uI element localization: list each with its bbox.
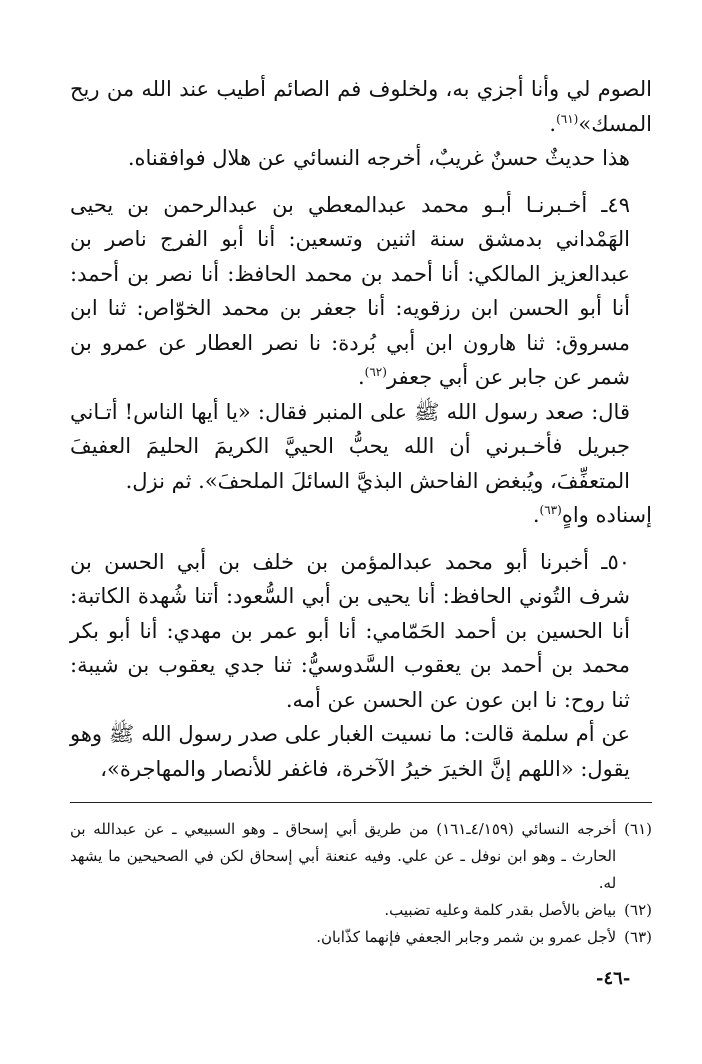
punctuation: . [532, 503, 540, 527]
footnote-number: (٦٣) [624, 928, 652, 946]
hadith-number: ٤٩ـ [601, 192, 630, 217]
punctuation: . [357, 365, 365, 389]
hadith-isnad: أخـبرنـا أبـو محمد عبدالمعطي بن عبدالرحمن بن يحيى الهَمْداني بدمشق سنة اثنين وتسعين: أنا أبو الفرج ناصر بن عبدالعزيز المالكي: أنا أحمد بن محمد الحافظ: أنا نصر بن أحمد: أنا أبو الحسن ابن رزقويه: أنا جعفر بن محمد الخوّاص: ثنا ابن مسروق: ثنا هارون ابن أبي بُردة: نا نصر العطار عن عمرو بن شمر عن جابر عن أبي جعفر [70, 192, 630, 389]
hadith-matn: قال: صعد رسول الله ﷺ على المنبر فقال: «يا أيها الناس! أتـاني جبريل فأخـبرني أن الله يحبُّ الحييَّ الكريمَ الحليمَ العفيفَ المتعفِّفَ، ويُبغض الفاحش البذيَّ السائلَ الملحفَ». ثم نزل. [70, 399, 630, 493]
footnote-divider [70, 802, 652, 803]
hadith-50 [70, 545, 652, 718]
hadith-50-matn [70, 717, 652, 786]
hadith-isnad: أخبرنا أبو محمد عبدالمؤمن بن خلف بن أبي الحسن بن شرف التُوني الحافظ: أنا يحيى بن أبي السُّعود: أتنا شُهدة الكاتبة: أنا الحسين بن أحمد الحَمّامي: أنا أبو عمر بن مهدي: أنا أبو بكر محمد بن أحمد بن يعقوب السَّدوسيُّ: ثنا جدي يعقوب بن شيبة: ثنا روح: نا ابن عون عن الحسن عن أمه. [70, 549, 630, 712]
footnote-63 [70, 924, 652, 951]
footnote-number: (٦١) [624, 820, 652, 838]
hadith-49 [70, 188, 652, 395]
paragraph-grading [70, 141, 652, 176]
footnote-ref: (٦٢) [364, 365, 387, 379]
footnote-ref: (٦١) [556, 111, 579, 126]
footnote-text: أخرجه النسائي (٤/١٥٩ـ١٦١) من طريق أبي إسحاق ـ وهو السبيعي ـ عن عبدالله بن الحارث ـ وهو ابن نوفل ـ عن علي. وفيه عنعنة أبي إسحاق لكن في الصحيحين ما يشهد له. [70, 820, 617, 892]
footnotes [70, 816, 652, 951]
paragraph-text: الصوم لي وأنا أجزي به، ولخلوف فم الصائم أطيب عند الله من ريح المسك» [70, 77, 652, 136]
main-text [70, 72, 652, 786]
footnote-61 [70, 816, 652, 897]
page-number: -٤٦- [596, 968, 631, 989]
footnote-text: بياض بالأصل بقدر كلمة وعليه تضبيب. [384, 901, 617, 919]
footnote-number: (٦٢) [624, 901, 652, 919]
paragraph-hadith-end [70, 72, 652, 141]
punctuation: . [549, 111, 557, 136]
footnote-62 [70, 897, 652, 924]
hadith-number: ٥٠ـ [601, 549, 630, 574]
hadith-49-grading [70, 498, 652, 533]
footnote-ref: (٦٣) [539, 503, 562, 517]
hadith-matn: عن أم سلمة قالت: ما نسيت الغبار على صدر رسول الله ﷺ وهو يقول: «اللهم إنَّ الخيرَ خيرُ الآخرة، فاغفر للأنصار والمهاجرة»، [70, 722, 630, 781]
hadith-49-matn [70, 395, 652, 499]
paragraph-text: هذا حديثٌ حسنٌ غريبٌ، أخرجه النسائي عن هلال فوافقناه. [127, 146, 630, 170]
footnote-text: لأجل عمرو بن شمر وجابر الجعفي فإنهما كذّابان. [316, 928, 617, 946]
isnad-grading: إسناده واهٍ [561, 503, 652, 527]
